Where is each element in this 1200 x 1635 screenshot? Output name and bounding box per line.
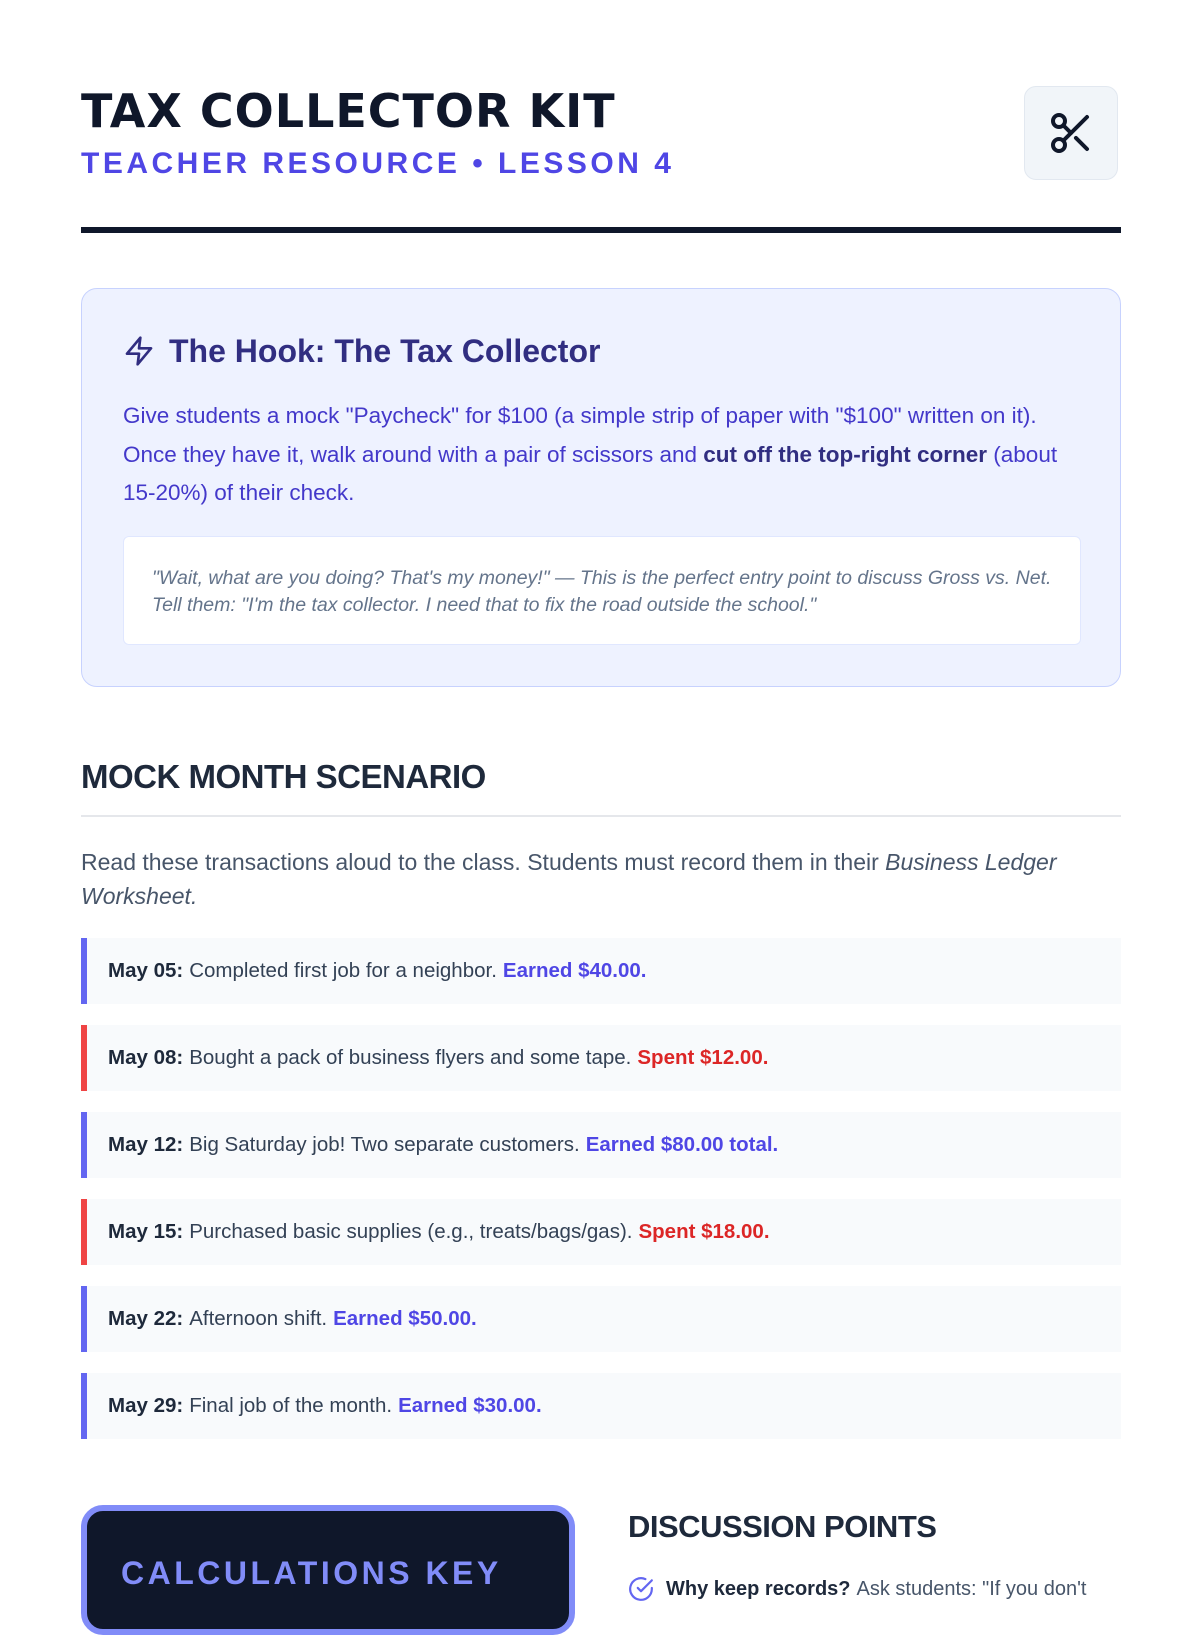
discussion-title: DISCUSSION POINTS — [628, 1509, 937, 1544]
discussion-item — [628, 1576, 1128, 1602]
check-circle-icon — [628, 1576, 654, 1602]
transaction-description: Completed first job for a neighbor. — [189, 959, 497, 982]
scissors-button[interactable] — [1024, 86, 1118, 180]
scenario-title: MOCK MONTH SCENARIO — [81, 758, 486, 795]
transaction-amount: Earned $40.00. — [502, 959, 647, 982]
hook-title: The Hook: The Tax Collector — [169, 333, 601, 369]
transaction-amount: Earned $50.00. — [333, 1307, 477, 1330]
transaction-description: Final job of the month. — [189, 1394, 393, 1417]
page-subtitle: TEACHER RESOURCE • LESSON 4 — [81, 147, 675, 180]
scenario-intro — [81, 845, 1081, 913]
transaction-amount: Spent $18.00. — [638, 1220, 770, 1243]
scissors-icon — [1047, 109, 1095, 157]
intro-end: . — [190, 883, 198, 909]
transaction-date: May 08: — [108, 1046, 184, 1069]
discussion-item-text: Ask students: "If you don't — [856, 1577, 1087, 1600]
transaction-amount: Earned $30.00. — [398, 1394, 542, 1417]
hook-text-start: Give students a mock "Paycheck" for $100 (a simple strip of paper with "$100" written on it). Once they have it, walk around with a pair of scissors and — [123, 403, 1037, 467]
hook-description — [123, 397, 1078, 513]
transaction-item — [81, 1199, 1121, 1265]
hook-text-end: (about 15-20%) of their check. — [123, 441, 1058, 505]
transaction-item — [81, 1025, 1121, 1091]
transaction-amount: Earned $80.00 total. — [585, 1133, 779, 1156]
transaction-date: May 15: — [108, 1220, 184, 1243]
transaction-amount: Spent $12.00. — [637, 1046, 769, 1069]
hook-text-bold: cut off the top-right corner — [703, 441, 988, 467]
transaction-date: May 22: — [108, 1307, 184, 1330]
header — [81, 84, 1121, 234]
discussion-item-label: Why keep records? — [666, 1577, 851, 1600]
hook-title-row — [123, 331, 600, 371]
scenario-divider — [81, 815, 1121, 817]
transaction-description: Afternoon shift. — [189, 1307, 328, 1330]
page-title: TAX COLLECTOR KIT — [81, 84, 616, 138]
transaction-item — [81, 938, 1121, 1004]
hook-quote: "Wait, what are you doing? That's my money!" — This is the perfect entry point to discuss Gross vs. Net. Tell them: "I'm the tax collector. I need that to fix the road outside the school." — [123, 536, 1081, 645]
transaction-description: Bought a pack of business flyers and some tape. — [189, 1046, 632, 1069]
transaction-item — [81, 1112, 1121, 1178]
transaction-date: May 29: — [108, 1394, 184, 1417]
transaction-item — [81, 1373, 1121, 1439]
transaction-description: Big Saturday job! Two separate customers. — [189, 1133, 580, 1156]
transaction-list — [81, 938, 1121, 1460]
header-divider — [81, 227, 1121, 233]
lightning-icon — [123, 335, 155, 367]
intro-text: Read these transactions aloud to the class. Students must record them in their — [81, 849, 886, 875]
transaction-date: May 05: — [108, 959, 184, 982]
hook-card — [81, 288, 1121, 687]
transaction-description: Purchased basic supplies (e.g., treats/bags/gas). — [189, 1220, 633, 1243]
transaction-date: May 12: — [108, 1133, 184, 1156]
intro-worksheet-name: Business Ledger Worksheet — [81, 849, 1057, 909]
transaction-item — [81, 1286, 1121, 1352]
calculations-title: CALCULATIONS KEY — [121, 1555, 502, 1591]
